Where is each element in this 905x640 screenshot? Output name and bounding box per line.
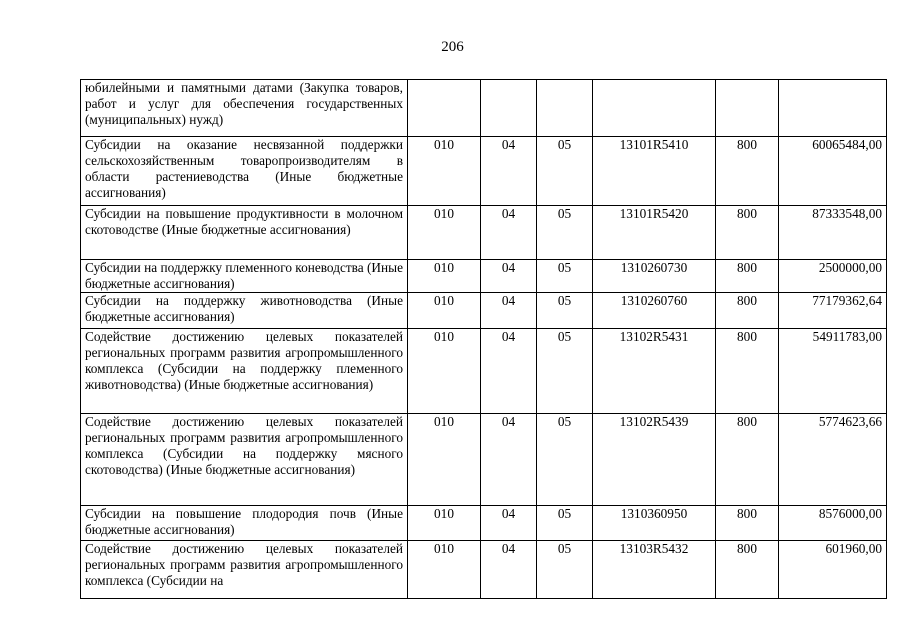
row-description: Субсидии на поддержку племенного коневодства (Иные бюджетные ассигнования)	[81, 260, 408, 293]
ministry-code: 010	[408, 329, 481, 414]
table-row	[81, 260, 887, 293]
budget-table	[80, 79, 887, 599]
ministry-code: 010	[408, 414, 481, 506]
target-article-code: 1310260730	[593, 260, 716, 293]
expense-type-code: 800	[716, 206, 779, 260]
section-code: 04	[481, 137, 537, 206]
section-code: 04	[481, 506, 537, 541]
subsection-code: 05	[537, 206, 593, 260]
ministry-code: 010	[408, 137, 481, 206]
table-row	[81, 137, 887, 206]
target-article-code: 13102R5431	[593, 329, 716, 414]
expense-type-code	[716, 80, 779, 137]
table-row	[81, 506, 887, 541]
section-code: 04	[481, 206, 537, 260]
section-code: 04	[481, 414, 537, 506]
ministry-code: 010	[408, 541, 481, 599]
subsection-code: 05	[537, 414, 593, 506]
subsection-code: 05	[537, 293, 593, 329]
amount-value: 54911783,00	[779, 329, 887, 414]
table-row	[81, 293, 887, 329]
table-row	[81, 541, 887, 599]
row-description: юбилейными и памятными датами (Закупка товаров, работ и услуг для обеспечения государственных (муниципальных) нужд)	[81, 80, 408, 137]
expense-type-code: 800	[716, 293, 779, 329]
row-description: Содействие достижению целевых показателей региональных программ развития агропромышленного комплекса (Субсидии на поддержку племенного животноводства) (Иные бюджетные ассигнования)	[81, 329, 408, 414]
section-code: 04	[481, 293, 537, 329]
expense-type-code: 800	[716, 541, 779, 599]
amount-value: 2500000,00	[779, 260, 887, 293]
amount-value: 87333548,00	[779, 206, 887, 260]
row-description: Субсидии на повышение плодородия почв (Иные бюджетные ассигнования)	[81, 506, 408, 541]
target-article-code: 1310260760	[593, 293, 716, 329]
row-description: Содействие достижению целевых показателей региональных программ развития агропромышленного комплекса (Субсидии на поддержку мясного скотоводства) (Иные бюджетные ассигнования)	[81, 414, 408, 506]
target-article-code: 13101R5420	[593, 206, 716, 260]
target-article-code: 1310360950	[593, 506, 716, 541]
ministry-code: 010	[408, 506, 481, 541]
amount-value: 601960,00	[779, 541, 887, 599]
expense-type-code: 800	[716, 260, 779, 293]
subsection-code	[537, 80, 593, 137]
row-description: Субсидии на оказание несвязанной поддержки сельскохозяйственным товаропроизводителям в области растениеводства (Иные бюджетные ассигнования)	[81, 137, 408, 206]
amount-value: 77179362,64	[779, 293, 887, 329]
row-description: Субсидии на поддержку животноводства (Иные бюджетные ассигнования)	[81, 293, 408, 329]
amount-value: 8576000,00	[779, 506, 887, 541]
target-article-code: 13101R5410	[593, 137, 716, 206]
section-code: 04	[481, 541, 537, 599]
row-description: Субсидии на повышение продуктивности в молочном скотоводстве (Иные бюджетные ассигнования)	[81, 206, 408, 260]
subsection-code: 05	[537, 506, 593, 541]
page-number: 206	[441, 39, 464, 55]
ministry-code: 010	[408, 293, 481, 329]
target-article-code: 13103R5432	[593, 541, 716, 599]
section-code	[481, 80, 537, 137]
subsection-code: 05	[537, 329, 593, 414]
amount-value: 5774623,66	[779, 414, 887, 506]
expense-type-code: 800	[716, 137, 779, 206]
ministry-code: 010	[408, 260, 481, 293]
subsection-code: 05	[537, 260, 593, 293]
ministry-code: 010	[408, 206, 481, 260]
expense-type-code: 800	[716, 329, 779, 414]
target-article-code: 13102R5439	[593, 414, 716, 506]
amount-value: 60065484,00	[779, 137, 887, 206]
subsection-code: 05	[537, 541, 593, 599]
table-row	[81, 80, 887, 137]
amount-value	[779, 80, 887, 137]
subsection-code: 05	[537, 137, 593, 206]
ministry-code	[408, 80, 481, 137]
table-row	[81, 414, 887, 506]
expense-type-code: 800	[716, 506, 779, 541]
expense-type-code: 800	[716, 414, 779, 506]
target-article-code	[593, 80, 716, 137]
section-code: 04	[481, 260, 537, 293]
section-code: 04	[481, 329, 537, 414]
table-row	[81, 206, 887, 260]
table-row	[81, 329, 887, 414]
row-description: Содействие достижению целевых показателей региональных программ развития агропромышленного комплекса (Субсидии на	[81, 541, 408, 599]
